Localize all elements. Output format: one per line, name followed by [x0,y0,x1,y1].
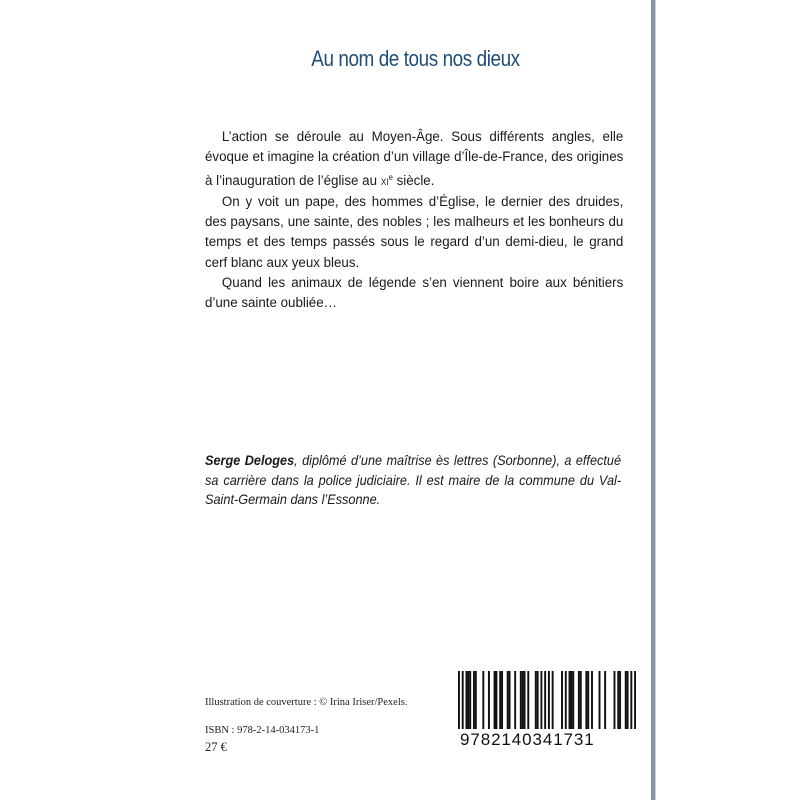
barcode-bar [537,671,539,729]
barcode-bar [585,671,587,729]
barcode-bar [570,671,572,729]
spine-edge [655,0,656,800]
barcode-bar [535,671,537,729]
barcode-bar [561,671,563,729]
barcode-digits: 9782140341731 [460,730,595,749]
barcode-bar [465,671,467,729]
barcode-bar [524,671,526,729]
barcode-bar [630,671,632,729]
barcode-bar [578,671,580,729]
barcode-bar [482,671,484,729]
barcode-bar [458,671,460,729]
barcode-bar [634,671,636,729]
synopsis [205,127,623,314]
author-bio-text: , diplômé d’une maîtrise ès lettres (Sorbonne), a effectué sa carrière dans la police judiciaire. Il est maire de la commune du Val-Saint-Germain dans l’Essonne. [205,453,622,507]
synopsis-paragraph-1: L’action se déroule au Moyen-Âge. Sous différents angles, elle évoque et imagine la création d’un village d’Île-de-France, des origines à l’inauguration de l’église au XIe siècle. [205,129,624,189]
barcode-bar [552,671,554,729]
barcode-bar [467,671,469,729]
book-title: Au nom de tous nos dieux [311,46,520,71]
author-bio [205,451,621,510]
barcode-bar [580,671,582,729]
barcode-bar [514,671,516,729]
barcode-bar [544,671,546,729]
barcode-bar [604,671,606,729]
barcode-bar [462,671,464,729]
barcode-bar [522,671,524,729]
barcode-bar [548,671,550,729]
barcode-bar [565,671,567,729]
barcode-bar [499,671,501,729]
illustration-credit: Illustration de couverture : © Irina Iriser/Pexels. [205,697,408,708]
barcode-bar [599,671,601,729]
barcode-bar [495,671,497,729]
synopsis-paragraph-3: Quand les animaux de légende s’en viennent boire aux bénitiers d’une sainte oubliée… [205,275,624,312]
barcode-bar [494,671,496,729]
barcode-bar [475,671,477,729]
barcode-bar [540,671,542,729]
barcode-icon [458,671,636,729]
barcode-bar [617,671,619,729]
barcode-bar [488,671,490,729]
barcode-bar [625,671,627,729]
synopsis-paragraph-2: On y voit un pape, des hommes d’Église, le dernier des druides, des paysans, une sainte, des nobles ; les malheurs et les bonheurs du temps et des temps passés sous le regard d’un demi-dieu, le grand cerf blanc aux yeux bleus. [205,193,624,271]
barcode-bar [619,671,621,729]
barcode-bar [520,671,522,729]
barcode-bar [473,671,475,729]
isbn: ISBN : 978-2-14-034173-1 [205,725,320,736]
century-superscript: e [388,172,393,182]
barcode-bar [507,671,509,729]
price: 27 € [205,740,227,754]
barcode-bar [569,671,571,729]
century-numeral: XI [380,176,389,187]
barcode-bar [591,671,593,729]
barcode-bar [469,671,471,729]
barcode-bar [501,671,503,729]
barcode-bar [587,671,589,729]
barcode-bar [509,671,511,729]
author-name: Serge Deloges [205,453,295,468]
barcode-bar [527,671,529,729]
barcode-bar [572,671,574,729]
barcode-bar [614,671,616,729]
barcode-bar [627,671,629,729]
